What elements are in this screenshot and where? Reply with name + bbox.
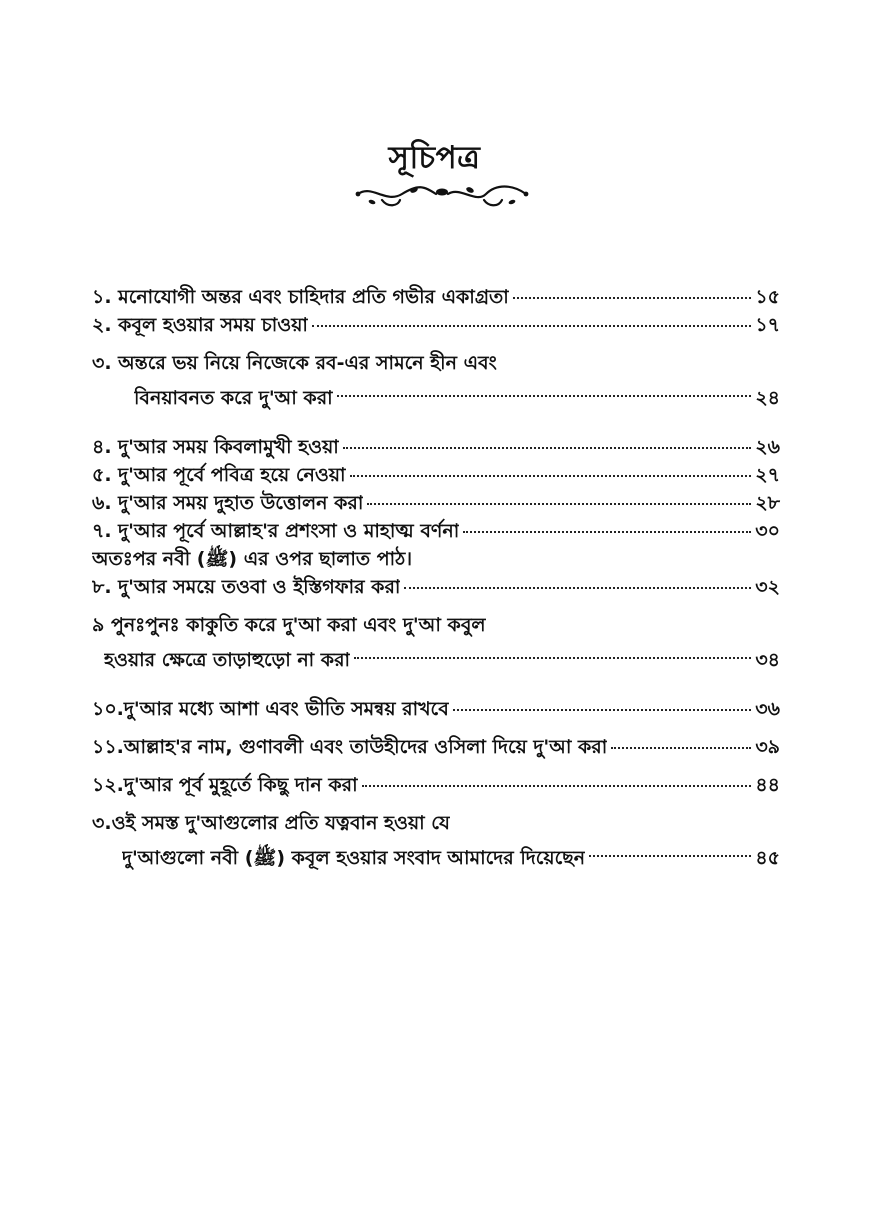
toc-entry-page: ২৭ (755, 464, 780, 486)
toc-entry[interactable] (92, 283, 780, 311)
toc-entry[interactable] (92, 433, 780, 461)
toc-dot-leader (404, 587, 751, 589)
toc-entry-label: ৮. দু'আর সময়ে তওবা ও ইস্তিগফার করা (92, 576, 401, 598)
toc-entry[interactable] (92, 695, 780, 723)
toc-entry-label: ৩. অন্তরে ভয় নিয়ে নিজেকে রব-এর সামনে হীন এবং (92, 352, 497, 374)
toc-dot-leader (513, 297, 752, 299)
toc-entry-label: ৭. দু'আর পূর্বে আল্লাহ'র প্রশংসা ও মাহাত্ম বর্ণনা (92, 520, 460, 542)
toc-entry-page: ১৭ (755, 314, 780, 336)
toc-entry-page: ১৫ (755, 286, 780, 308)
toc-dot-leader (312, 325, 751, 327)
toc-entry-label: ১২.দু'আর পূর্ব মুহূর্তে কিছু দান করা (92, 774, 358, 796)
toc-dot-leader (343, 447, 751, 449)
toc-entry[interactable] (92, 573, 780, 601)
toc-entry-page: ৪৪ (755, 774, 780, 796)
toc-entry[interactable] (92, 517, 780, 545)
toc-entry-page: ২৮ (755, 492, 780, 514)
toc-entry[interactable] (92, 489, 780, 517)
page-title: সূচিপত্র (388, 140, 481, 176)
toc-dot-leader (611, 747, 751, 749)
toc-entry[interactable] (92, 771, 780, 799)
toc-entry[interactable] (92, 311, 780, 339)
toc-entry-label: ১০.দু'আর মধ্যে আশা এবং ভীতি সমন্বয় রাখবে (92, 698, 449, 720)
toc-entry[interactable] (92, 733, 780, 761)
toc-entry-label: ১. মনোযোগী অন্তর এবং চাহিদার প্রতি গভীর একাগ্রতা (92, 286, 509, 308)
toc-dot-leader (362, 785, 752, 787)
toc-entry-label: ৪. দু'আর সময় কিবলামুখী হওয়া (92, 436, 339, 458)
toc-entry-label: ৯ পুনঃপুনঃ কাকুতি করে দু'আ করা এবং দু'আ কবুল (92, 614, 486, 636)
toc-entry-label: ২. কবূল হওয়ার সময় চাওয়া (92, 314, 308, 336)
toc-entry-label: হওয়ার ক্ষেত্রে তাড়াহুড়ো না করা (104, 649, 351, 671)
table-of-contents (92, 283, 780, 883)
toc-entry-continuation[interactable] (92, 545, 780, 573)
toc-entry-label: ১১.আল্লাহ'র নাম, গুণাবলী এবং তাউহীদের ওসিলা দিয়ে দু'আ করা (92, 736, 608, 758)
toc-entry[interactable] (92, 461, 780, 489)
toc-entry[interactable] (92, 611, 780, 639)
toc-entry-page: ৩৯ (755, 736, 780, 758)
toc-entry-page: ৩০ (755, 520, 780, 542)
toc-entry-label: ৫. দু'আর পূর্বে পবিত্র হয়ে নেওয়া (92, 464, 346, 486)
toc-entry[interactable] (92, 809, 780, 837)
toc-entry-page: ৩৬ (755, 698, 780, 720)
flourish-divider-icon (352, 180, 532, 210)
toc-entry-label: দু'আগুলো নবী (ﷺ) কবূল হওয়ার সংবাদ আমাদের দিয়েছেন (122, 847, 586, 869)
toc-dot-leader (354, 657, 751, 659)
toc-entry[interactable] (92, 349, 780, 377)
toc-entry-continuation[interactable] (92, 837, 780, 883)
toc-entry-label: বিনয়াবনত করে দু'আ করা (134, 387, 333, 409)
toc-entry-label: অতঃপর নবী (ﷺ) এর ওপর ছালাত পাঠ। (92, 548, 413, 570)
toc-dot-leader (337, 395, 752, 397)
toc-entry-page: ৩২ (755, 576, 780, 598)
toc-dot-leader (350, 475, 752, 477)
toc-dot-leader (589, 855, 751, 857)
toc-entry-page: ২৬ (755, 436, 780, 458)
toc-dot-leader (463, 531, 751, 533)
toc-entry-label: ৬. দু'আর সময় দুহাত উত্তোলন করা (92, 492, 364, 514)
toc-dot-leader (367, 503, 751, 505)
toc-entry-page: ২৪ (755, 387, 780, 409)
toc-entry-continuation[interactable] (92, 377, 780, 423)
toc-entry-label: ৩.ওই সমস্ত দু'আগুলোর প্রতি যত্নবান হওয়া যে (92, 812, 450, 834)
toc-entry-page: ৩৪ (755, 649, 780, 671)
toc-entry-continuation[interactable] (92, 639, 780, 685)
toc-entry-page: ৪৫ (755, 847, 780, 869)
toc-dot-leader (453, 709, 752, 711)
